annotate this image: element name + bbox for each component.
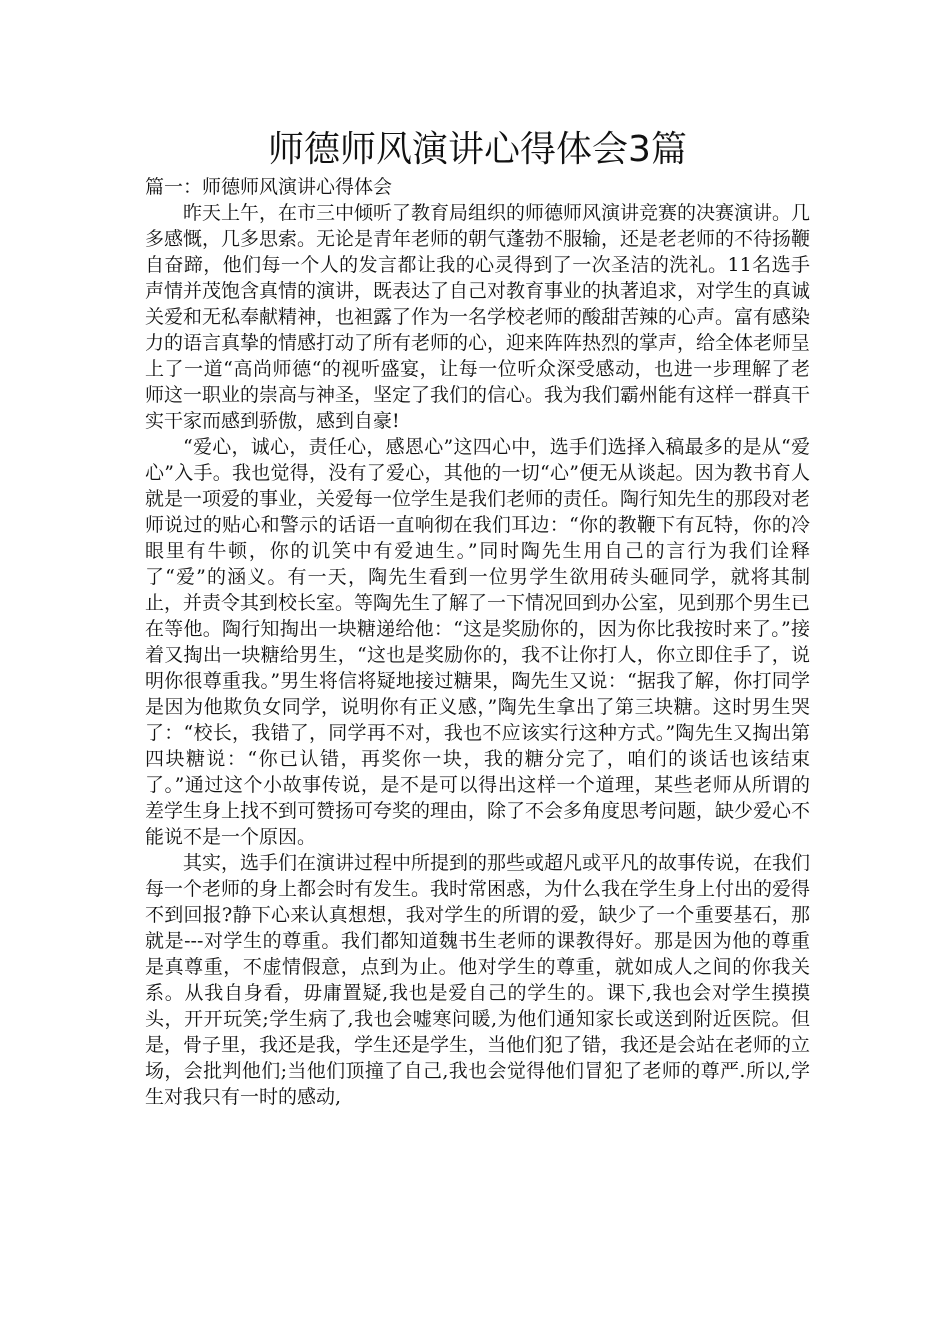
document-page: [145, 126, 810, 1110]
body-paragraph-3: 其实，选手们在演讲过程中所提到的那些或超凡或平凡的故事传说，在我们每一个老师的身上都会时有发生。我时常困惑，为什么我在学生身上付出的爱得不到回报?静下心来认真想想，我对学生的所谓的爱，缺少了一个重要基石，那就是---对学生的尊重。我们都知道魏书生老师的课教得好。那是因为他的尊重是真尊重，不虚情假意，点到为止。他对学生的尊重，就如成人之间的你我关系。从我自身看，毋庸置疑,我也是爱自己的学生的。课下,我也会对学生摸摸头，开开玩笑;学生病了,我也会嘘寒问暖,为他们通知家长或送到附近医院。但是，骨子里，我还是我，学生还是学生，当他们犯了错，我还是会站在老师的立场，会批判他们;当他们顶撞了自己,我也会觉得他们冒犯了老师的尊严.所以,学生对我只有一时的感动,: [145, 852, 811, 1108]
body-paragraph-2: “爱心，诚心，责任心，感恩心”这四心中，选手们选择入稿最多的是从“爱心”入手。我也觉得，没有了爱心，其他的一切“心”便无从谈起。因为教书育人就是一项爱的事业，关爱每一位学生是我们老师的责任。陶行知先生的那段对老师说过的贴心和警示的话语一直响彻在我们耳边：“你的教鞭下有瓦特，你的冷眼里有牛顿，你的讥笑中有爱迪生。”同时陶先生用自己的言行为我们诠释了“爱”的涵义。有一天，陶先生看到一位男学生欲用砖头砸同学，就将其制止，并责令其到校长室。等陶先生了解了一下情况回到办公室，见到那个男生已在等他。陶行知掏出一块糖递给他：“这是奖励你的，因为你比我按时来了。”接着又掏出一块糖给男生，“这也是奖励你的，我不让你打人，你立即住手了，说明你很尊重我。”男生将信将疑地接过糖果，陶先生又说：“据我了解，你打同学是因为他欺负女同学，说明你有正义感，”陶先生拿出了第三块糖。这时男生哭了：“校长，我错了，同学再不对，我也不应该实行这种方式。”陶先生又掏出第四块糖说：“你已认错，再奖你一块，我的糖分完了，咱们的谈话也该结束了。”通过这个小故事传说，是不是可以得出这样一个道理，某些老师从所谓的差学生身上找不到可赞扬可夸奖的理由，除了不会多角度思考问题，缺少爱心不能说不是一个原因。: [145, 436, 811, 848]
section-heading: 篇一：师德师风演讲心得体会: [145, 176, 393, 198]
body-paragraph-1: 昨天上午，在市三中倾听了教育局组织的师德师风演讲竞赛的决赛演讲。几多感慨，几多思索。无论是青年老师的朝气蓬勃不服输，还是老老师的不待扬鞭自奋蹄，他们每一个人的发言都让我的心灵得到了一次圣洁的洗礼。11名选手声情并茂饱含真情的演讲，既表达了自己对教育事业的执著追求，对学生的真诚关爱和无私奉献精神，也袒露了作为一名学校老师的酸甜苦辣的心声。富有感染力的语言真挚的情感打动了所有老师的心，迎来阵阵热烈的掌声，给全体老师呈上了一道“高尚师德“的视听盛宴，让每一位听众深受感动，也进一步理解了老师这一职业的崇高与神圣，坚定了我们的信心。我为我们霸州能有这样一群真干实干家而感到骄傲，感到自豪!: [145, 202, 811, 432]
document-title: 师德师风演讲心得体会3篇: [268, 129, 687, 170]
